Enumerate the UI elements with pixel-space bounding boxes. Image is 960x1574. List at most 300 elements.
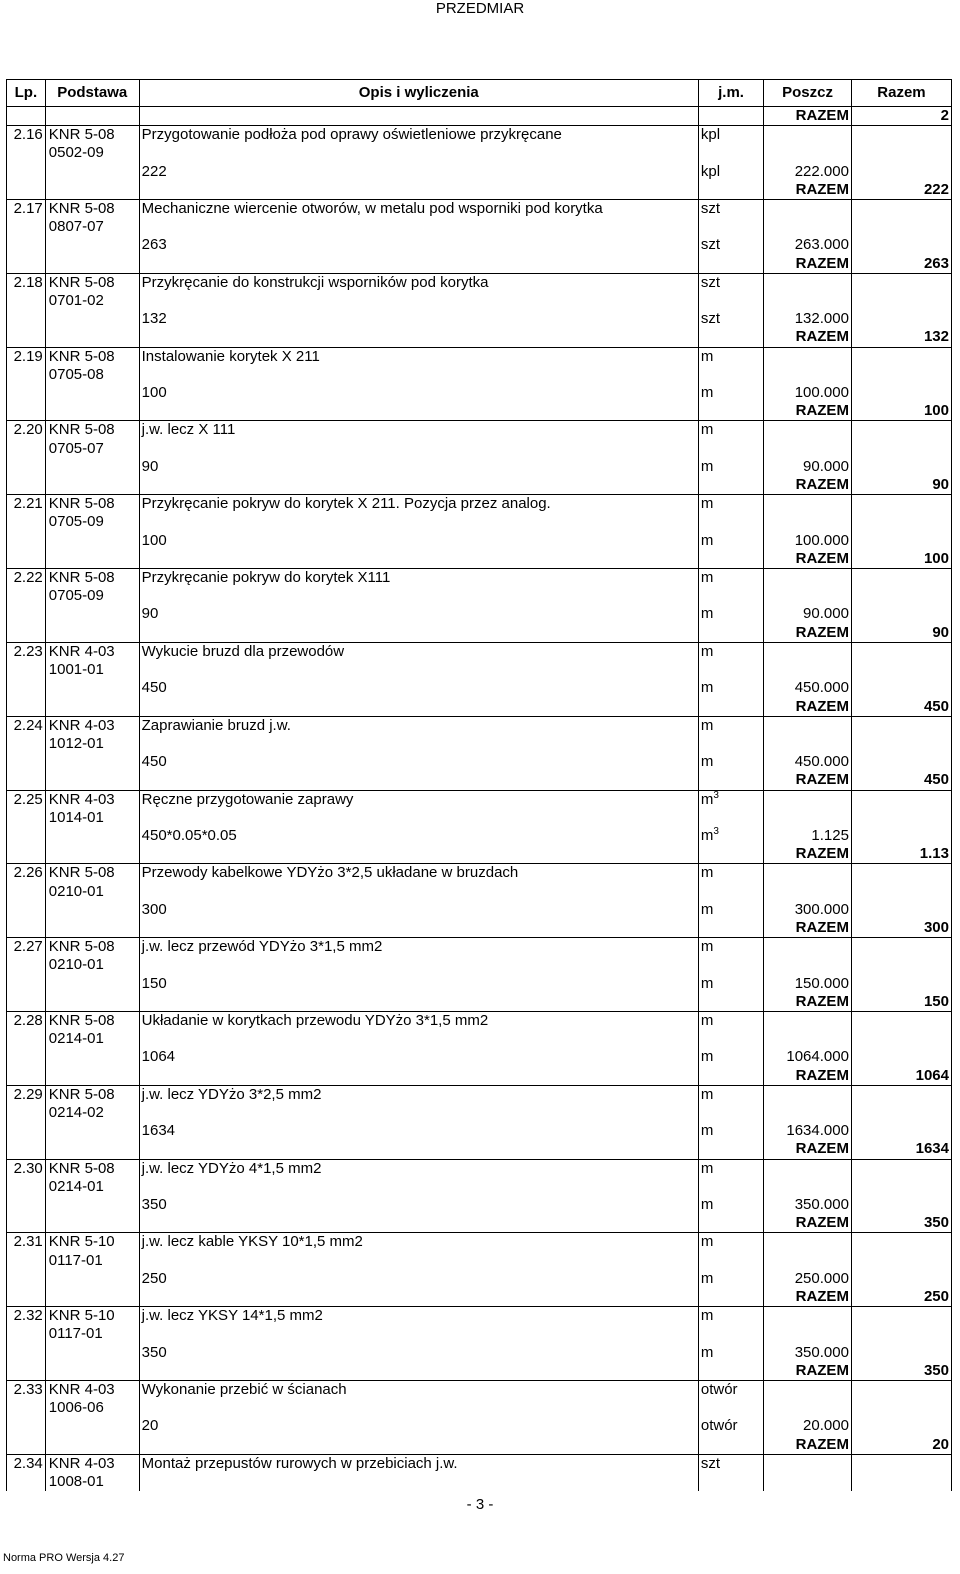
item-base-code-text: KNR 4-03 — [48, 1454, 115, 1472]
item-empty — [7, 901, 46, 919]
item-title-row — [7, 421, 952, 440]
item-empty — [139, 1436, 698, 1455]
item-title-row — [7, 1011, 952, 1030]
item-base-code-text: KNR 5-08 — [48, 347, 115, 365]
item-empty — [139, 181, 698, 200]
item-number — [7, 1233, 46, 1252]
calculation-unit-text: m — [700, 753, 714, 771]
item-empty — [698, 144, 763, 162]
item-base-row — [7, 292, 952, 310]
calculation-expression-text: 450*0.05*0.05 — [141, 826, 237, 844]
item-base-row — [7, 1252, 952, 1270]
item-base-code — [45, 864, 139, 883]
total-value-text: 1634 — [915, 1140, 949, 1158]
item-description-text: Mechaniczne wiercenie otworów, w metalu pod wsporniki pod korytka — [141, 200, 603, 218]
calculation-unit — [698, 1344, 763, 1362]
item-description — [139, 421, 698, 440]
item-empty — [851, 163, 951, 181]
item-base-catalog-text: 1006-06 — [48, 1399, 104, 1417]
item-base-catalog-text: 0214-01 — [48, 1030, 104, 1048]
calculation-quantity-text: 350.000 — [794, 1343, 849, 1361]
item-base-code — [45, 200, 139, 219]
item-title-row — [7, 200, 952, 219]
item-calculation-row — [7, 901, 952, 919]
item-empty — [764, 513, 852, 531]
calculation-quantity — [764, 163, 852, 181]
item-number — [7, 1454, 46, 1473]
total-label-text: RAZEM — [795, 549, 849, 567]
calculation-unit-text: szt — [700, 310, 721, 328]
item-base-row — [7, 587, 952, 605]
item-empty — [7, 1344, 46, 1362]
item-empty — [851, 366, 951, 384]
item-unit-text: m — [700, 938, 714, 956]
item-base-catalog — [45, 1399, 139, 1417]
item-title-row — [7, 1085, 952, 1104]
item-empty — [139, 1178, 698, 1196]
item-empty — [139, 144, 698, 162]
item-empty — [851, 1344, 951, 1362]
item-empty — [45, 845, 139, 864]
item-unit-text: szt — [700, 200, 721, 218]
item-empty — [7, 827, 46, 845]
item-empty — [851, 1085, 951, 1104]
calculation-quantity-text: 263.000 — [794, 236, 849, 254]
item-empty — [764, 1178, 852, 1196]
item-base-catalog-text: 0705-09 — [48, 587, 104, 605]
item-empty — [851, 1048, 951, 1066]
total-value-text: 90 — [932, 623, 949, 641]
total-value-text: 150 — [923, 992, 949, 1010]
item-title-row — [7, 938, 952, 957]
item-empty — [698, 624, 763, 643]
item-empty — [139, 661, 698, 679]
item-empty — [851, 809, 951, 827]
item-description-text: Instalowanie korytek X 211 — [141, 347, 320, 365]
item-empty — [851, 144, 951, 162]
calculation-unit — [698, 236, 763, 254]
total-label: RAZEM — [764, 107, 852, 126]
item-empty — [139, 1288, 698, 1307]
item-number-text: 2.24 — [13, 716, 43, 734]
item-empty — [698, 550, 763, 569]
calculation-expression — [139, 532, 698, 550]
item-empty — [139, 919, 698, 938]
item-description — [139, 790, 698, 809]
item-empty — [7, 624, 46, 643]
item-empty — [851, 938, 951, 957]
item-empty — [45, 1270, 139, 1288]
calculation-quantity-text: 450.000 — [794, 753, 849, 771]
estimate-table — [6, 79, 952, 1491]
calculation-unit-text: kpl — [700, 162, 721, 180]
calculation-quantity-text: 100.000 — [794, 531, 849, 549]
item-empty — [698, 587, 763, 605]
item-empty — [698, 993, 763, 1012]
item-empty — [851, 126, 951, 145]
item-number-text: 2.28 — [13, 1011, 43, 1029]
item-empty — [698, 919, 763, 938]
calculation-quantity-text: 90.000 — [803, 605, 849, 623]
total-label-text: RAZEM — [795, 992, 849, 1010]
item-base-row — [7, 1104, 952, 1122]
item-base-row — [7, 440, 952, 458]
total-label-text: RAZEM — [795, 476, 849, 494]
item-empty — [7, 605, 46, 623]
total-value-text: 90 — [932, 476, 949, 494]
item-empty — [45, 402, 139, 421]
total-label — [764, 698, 852, 717]
total-value — [851, 698, 951, 717]
item-empty — [764, 790, 852, 809]
item-empty — [45, 255, 139, 274]
item-empty — [851, 347, 951, 366]
item-unit-text: m — [700, 1159, 714, 1177]
item-empty — [851, 273, 951, 292]
item-base-code — [45, 347, 139, 366]
calculation-unit — [698, 679, 763, 697]
item-calculation-row — [7, 1417, 952, 1435]
calculation-quantity — [764, 1196, 852, 1214]
column-header-total: Razem — [851, 80, 951, 107]
item-empty — [851, 956, 951, 974]
item-number-text: 2.20 — [13, 421, 43, 439]
item-number — [7, 273, 46, 292]
total-value-text: 20 — [932, 1435, 949, 1453]
item-empty — [851, 1252, 951, 1270]
calculation-unit — [698, 163, 763, 181]
item-unit — [698, 1233, 763, 1252]
calculation-unit-text: m — [700, 605, 714, 623]
item-empty — [851, 532, 951, 550]
item-empty — [139, 993, 698, 1012]
item-empty — [851, 642, 951, 661]
item-empty — [851, 605, 951, 623]
calculation-quantity — [764, 975, 852, 993]
calculation-expression — [139, 1417, 698, 1435]
total-label — [764, 624, 852, 643]
item-base-code-text: KNR 4-03 — [48, 790, 115, 808]
item-base-catalog-text: 0705-07 — [48, 439, 104, 457]
item-base-catalog-text: 1001-01 — [48, 661, 104, 679]
table-header-row — [7, 80, 952, 107]
calculation-unit-text: m — [700, 1048, 714, 1066]
item-empty — [7, 458, 46, 476]
item-empty — [764, 421, 852, 440]
item-empty — [45, 550, 139, 569]
total-label — [764, 1140, 852, 1159]
table-body — [7, 107, 952, 1492]
item-empty — [7, 956, 46, 974]
item-description-text: Ręczne przygotowanie zaprawy — [141, 790, 354, 808]
item-empty — [698, 771, 763, 790]
item-empty — [45, 771, 139, 790]
item-base-code-text: KNR 5-08 — [48, 1159, 115, 1177]
item-empty — [139, 1252, 698, 1270]
item-base-catalog-text: 0807-07 — [48, 218, 104, 236]
item-total-row — [7, 845, 952, 864]
item-description-text: Układanie w korytkach przewodu YDYżo 3*1,5 mm2 — [141, 1011, 489, 1029]
item-base-code-text: KNR 5-08 — [48, 864, 115, 882]
calculation-unit-text: m — [700, 1343, 714, 1361]
item-empty — [698, 366, 763, 384]
total-value — [851, 1067, 951, 1086]
item-empty — [7, 440, 46, 458]
item-empty — [851, 883, 951, 901]
item-empty — [851, 716, 951, 735]
total-value — [851, 919, 951, 938]
item-base-code-text: KNR 5-10 — [48, 1233, 115, 1251]
total-value-text: 100 — [923, 549, 949, 567]
item-empty — [764, 938, 852, 957]
item-empty — [7, 532, 46, 550]
calculation-expression — [139, 827, 698, 845]
total-value-text: 100 — [923, 402, 949, 420]
item-empty — [139, 1104, 698, 1122]
item-base-catalog — [45, 735, 139, 753]
item-empty — [764, 144, 852, 162]
item-description-text: Przykręcanie do konstrukcji wsporników pod korytka — [141, 273, 489, 291]
item-base-catalog — [45, 144, 139, 162]
item-unit — [698, 1159, 763, 1178]
item-base-code-text: KNR 5-08 — [48, 938, 115, 956]
item-description — [139, 347, 698, 366]
item-description-text: Zaprawianie bruzd j.w. — [141, 716, 291, 734]
item-empty — [7, 513, 46, 531]
total-value — [851, 476, 951, 495]
total-value — [851, 255, 951, 274]
item-empty — [851, 1178, 951, 1196]
calculation-expression-text: 450 — [141, 679, 167, 697]
item-empty — [698, 1067, 763, 1086]
item-unit — [698, 1085, 763, 1104]
total-label — [764, 328, 852, 347]
item-number — [7, 1307, 46, 1326]
calculation-unit — [698, 310, 763, 328]
calculation-expression-text: 100 — [141, 384, 167, 402]
total-label-text: RAZEM — [795, 180, 849, 198]
item-calculation-row — [7, 310, 952, 328]
item-total-row — [7, 919, 952, 938]
item-unit — [698, 126, 763, 145]
item-total-row — [7, 476, 952, 495]
item-description — [139, 569, 698, 588]
item-empty — [45, 605, 139, 623]
item-total-row — [7, 1362, 952, 1381]
item-base-row — [7, 1030, 952, 1048]
calculation-quantity — [764, 384, 852, 402]
calculation-quantity-text: 100.000 — [794, 384, 849, 402]
item-empty — [7, 181, 46, 200]
item-empty — [7, 1122, 46, 1140]
item-base-catalog-text: 0214-02 — [48, 1103, 104, 1121]
item-empty — [698, 1104, 763, 1122]
item-empty — [764, 1085, 852, 1104]
calculation-expression-text: 132 — [141, 310, 167, 328]
item-empty — [45, 458, 139, 476]
item-base-catalog-text: 0502-09 — [48, 144, 104, 162]
item-empty — [139, 476, 698, 495]
item-empty — [139, 624, 698, 643]
item-number-text: 2.16 — [13, 126, 43, 144]
total-label — [764, 1362, 852, 1381]
item-empty — [7, 1270, 46, 1288]
item-calculation-row — [7, 163, 952, 181]
item-number-text: 2.30 — [13, 1159, 43, 1177]
item-empty — [851, 310, 951, 328]
item-description-text: j.w. lecz YKSY 14*1,5 mm2 — [141, 1307, 323, 1325]
item-empty — [139, 402, 698, 421]
item-description — [139, 200, 698, 219]
item-empty — [7, 883, 46, 901]
item-number — [7, 200, 46, 219]
item-description-text: Przygotowanie podłoża pod oprawy oświetleniowe przykręcane — [141, 126, 562, 144]
item-unit-text: m — [700, 495, 714, 513]
item-unit — [698, 642, 763, 661]
item-empty — [45, 679, 139, 697]
item-empty — [139, 1362, 698, 1381]
item-empty — [764, 809, 852, 827]
item-number-text: 2.21 — [13, 495, 43, 513]
calculation-expression — [139, 901, 698, 919]
item-total-row — [7, 402, 952, 421]
item-base-catalog-text: 0117-01 — [48, 1325, 103, 1343]
item-number — [7, 421, 46, 440]
calculation-quantity — [764, 679, 852, 697]
total-label — [764, 402, 852, 421]
item-empty — [139, 1214, 698, 1233]
item-empty — [764, 1159, 852, 1178]
calculation-unit — [698, 1122, 763, 1140]
item-empty — [7, 292, 46, 310]
item-unit — [698, 495, 763, 514]
item-base-row — [7, 1325, 952, 1343]
item-empty — [45, 1140, 139, 1159]
item-empty — [764, 642, 852, 661]
item-description — [139, 273, 698, 292]
item-unit — [698, 938, 763, 957]
total-value — [851, 771, 951, 790]
total-label-text: RAZEM — [795, 1140, 849, 1158]
item-empty — [139, 883, 698, 901]
total-label-text: RAZEM — [795, 1288, 849, 1305]
item-base-catalog-text: 0214-01 — [48, 1177, 104, 1195]
item-empty — [139, 218, 698, 236]
item-base-row — [7, 661, 952, 679]
item-total-row — [7, 181, 952, 200]
item-description — [139, 1159, 698, 1178]
item-base-catalog-text: 1008-01 — [48, 1473, 104, 1491]
item-empty — [851, 236, 951, 254]
item-empty — [45, 163, 139, 181]
calculation-unit — [698, 532, 763, 550]
total-label — [764, 1288, 852, 1307]
item-empty — [851, 218, 951, 236]
item-empty — [7, 1140, 46, 1159]
item-number — [7, 1011, 46, 1030]
item-empty — [764, 735, 852, 753]
item-calculation-row — [7, 236, 952, 254]
item-empty — [45, 1196, 139, 1214]
item-base-catalog-text: 1012-01 — [48, 734, 104, 752]
calculation-expression — [139, 679, 698, 697]
item-base-row — [7, 366, 952, 384]
item-title-row — [7, 495, 952, 514]
item-empty — [139, 1325, 698, 1343]
item-empty — [45, 236, 139, 254]
item-empty — [7, 1196, 46, 1214]
calculation-quantity-text: 250.000 — [794, 1269, 849, 1287]
calculation-quantity — [764, 753, 852, 771]
calculation-quantity-text: 132.000 — [794, 310, 849, 328]
item-unit-text: m — [700, 1085, 714, 1103]
item-empty — [698, 1030, 763, 1048]
item-total-row — [7, 624, 952, 643]
item-base-row — [7, 144, 952, 162]
item-empty — [698, 402, 763, 421]
calculation-quantity — [764, 827, 852, 845]
item-unit — [698, 1011, 763, 1030]
item-empty — [45, 1048, 139, 1066]
total-label — [764, 255, 852, 274]
item-base-catalog — [45, 218, 139, 236]
item-empty — [7, 698, 46, 717]
item-empty — [45, 1214, 139, 1233]
total-label-text: RAZEM — [795, 328, 849, 346]
item-empty — [139, 1473, 698, 1491]
item-empty — [698, 1140, 763, 1159]
total-label — [764, 919, 852, 938]
item-base-code-text: KNR 4-03 — [48, 1381, 115, 1399]
total-label-text: RAZEM — [795, 402, 849, 420]
item-empty — [764, 292, 852, 310]
calculation-expression — [139, 458, 698, 476]
item-unit — [698, 1381, 763, 1400]
calculation-expression — [139, 1344, 698, 1362]
item-empty — [698, 1436, 763, 1455]
item-empty — [698, 328, 763, 347]
calculation-unit-text: m — [700, 1122, 714, 1140]
calculation-expression — [139, 1270, 698, 1288]
item-description — [139, 1011, 698, 1030]
item-empty — [139, 735, 698, 753]
item-base-row — [7, 883, 952, 901]
item-unit — [698, 790, 763, 809]
calculation-quantity-text: 150.000 — [794, 974, 849, 992]
item-empty — [698, 255, 763, 274]
calculation-expression — [139, 605, 698, 623]
total-label — [764, 1067, 852, 1086]
item-empty — [139, 809, 698, 827]
item-base-catalog — [45, 1325, 139, 1343]
item-empty — [139, 366, 698, 384]
calculation-quantity-text: 1634.000 — [786, 1122, 849, 1140]
item-empty — [851, 901, 951, 919]
item-base-code — [45, 421, 139, 440]
item-number — [7, 126, 46, 145]
calculation-unit-text: szt — [700, 236, 721, 254]
item-empty — [139, 328, 698, 347]
total-label — [764, 181, 852, 200]
item-empty — [7, 1030, 46, 1048]
item-unit-text: m — [700, 421, 714, 439]
item-base-catalog — [45, 292, 139, 310]
item-empty — [764, 495, 852, 514]
calculation-quantity — [764, 1344, 852, 1362]
item-calculation-row — [7, 1270, 952, 1288]
item-empty — [764, 1307, 852, 1326]
total-value-text: 350 — [923, 1214, 949, 1232]
